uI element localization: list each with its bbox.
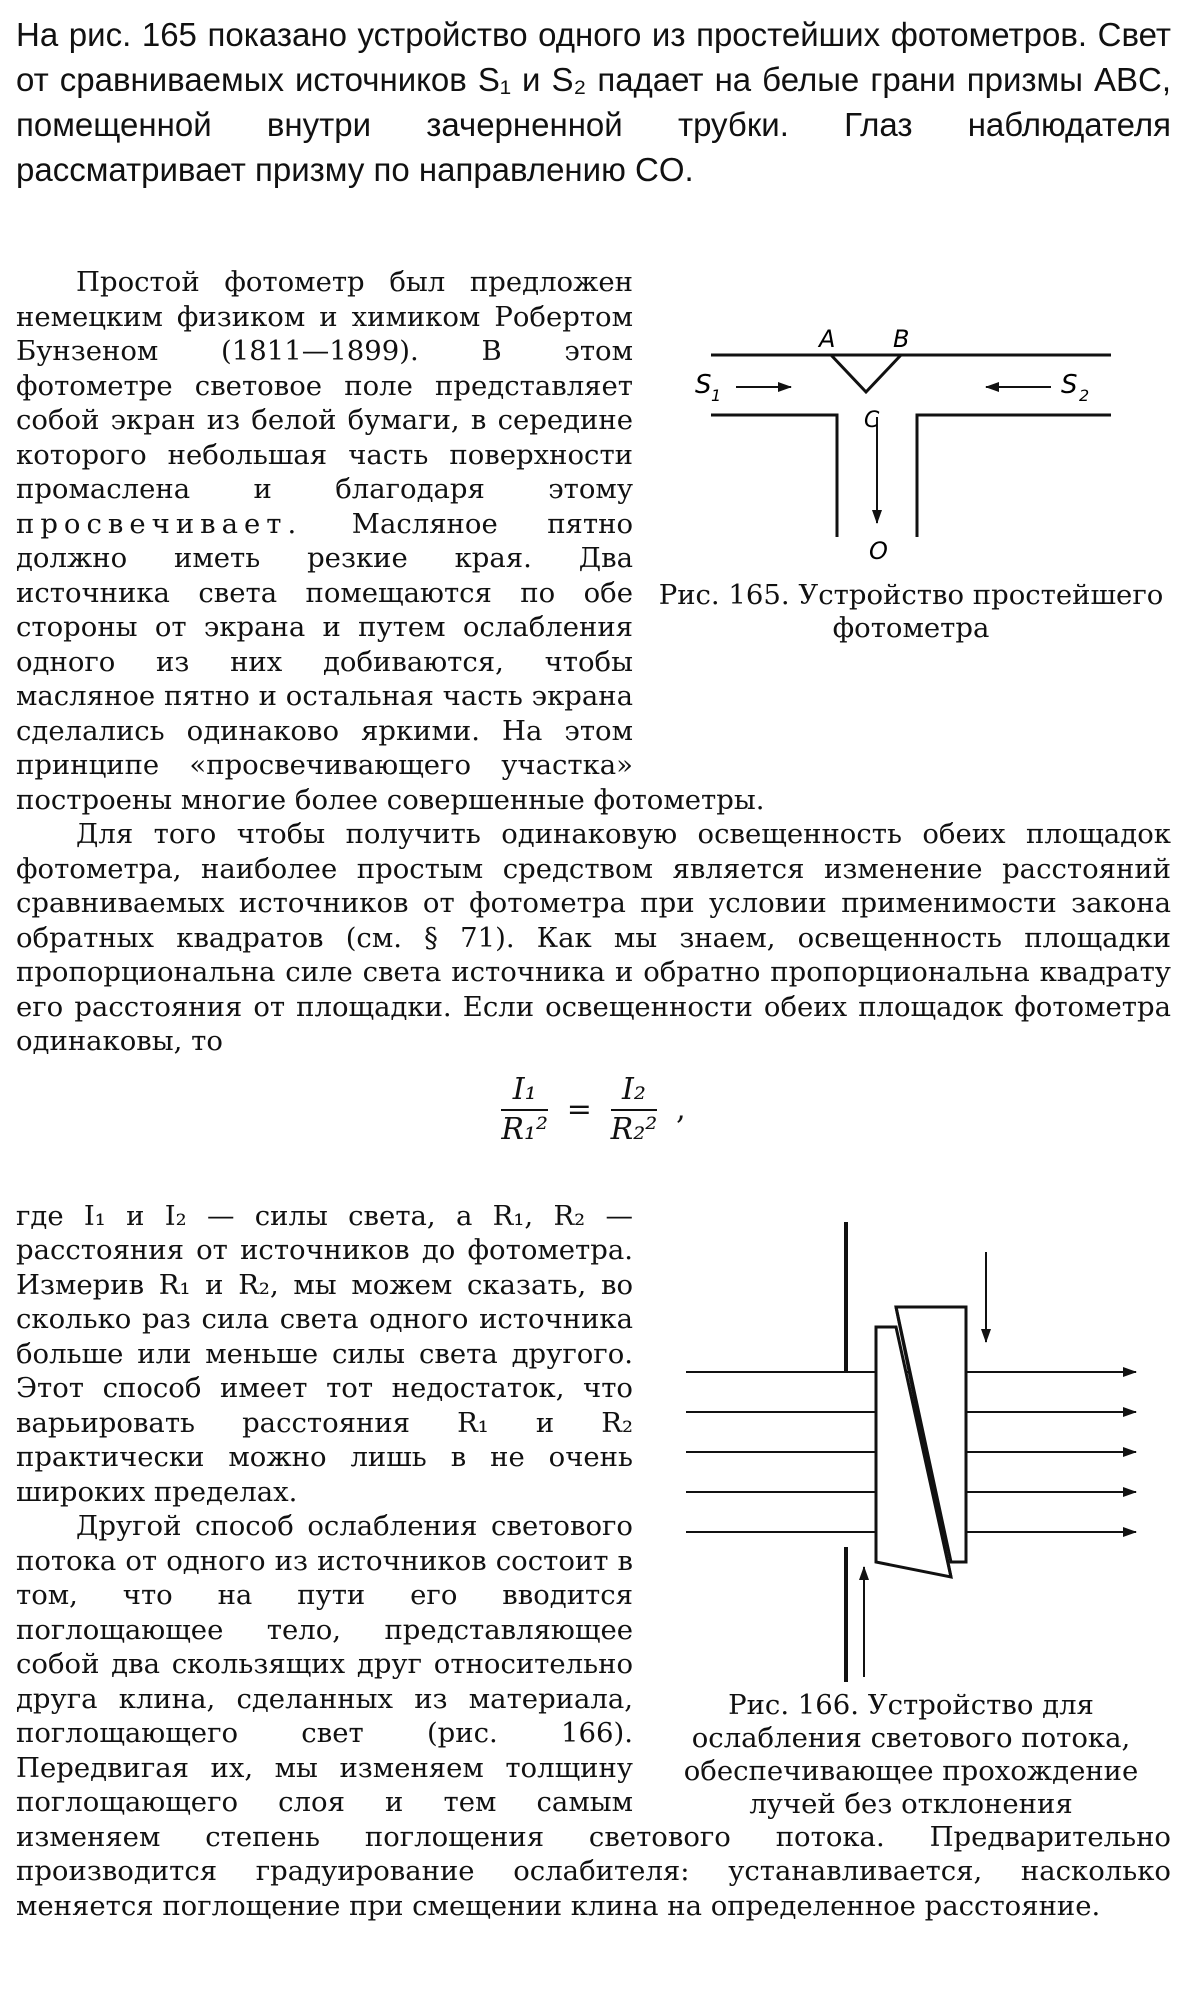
paragraph-1-end: Масляное пятно должно иметь резкие края. Два источника света помещаются по обе стороны от экрана и путем ослабления одного из них добиваются, чтобы масляное пятно и остальная часть экрана сделались одинаково яркими. На этом принципе «просвечивающего участка» построены многие более совершенные фотометры. xyxy=(16,507,765,816)
spaced-word: просвечивает. xyxy=(16,507,303,540)
main-text xyxy=(16,265,1171,1923)
fraction-2-denominator: R₂² xyxy=(610,1112,658,1147)
label-a: A xyxy=(819,327,836,353)
label-s2: S xyxy=(1061,370,1078,400)
figure-165 xyxy=(651,327,1171,759)
label-c: C xyxy=(864,408,880,433)
label-o: O xyxy=(869,537,888,565)
fraction-1 xyxy=(501,1073,548,1148)
photometer-diagram xyxy=(691,327,1131,577)
fraction-1-numerator: I₁ xyxy=(501,1073,548,1112)
paragraph-2: Для того чтобы получить одинаковую освещенность обеих площадок фотометра, наиболее простым средством является изменение расстояний сравниваемых источников от фотометра при условии применимости закона обратных квадратов (см. § 71). Как мы знаем, освещенность площадки пропорциональна силе света источника и обратно пропорциональна квадрату его расстояния от площадки. Если освещенности обеих площадок фотометра одинаковы, то xyxy=(16,818,1171,1057)
paragraph-4: Другой способ ослабления светового потока от одного из источников состоит в том, что на пути его вводится поглощающее тело, представляющее собой два скользящих друг относительно друга клина, сделанных из материала, поглощающего свет (рис. 166). Передвигая их, мы изменяем толщину поглощающего слоя и тем самым изменяем степень поглощения светового потока. Предварительно производится градуирование ослабителя: устанавливается, насколько меняется поглощение при смещении клина на определенное расстояние. xyxy=(16,1510,1171,1922)
intro-block xyxy=(16,12,1171,192)
figure-165-caption: Рис. 165. Устройство простейшего фотометра xyxy=(658,579,1164,644)
fraction-2 xyxy=(611,1073,658,1148)
equals-sign: = xyxy=(566,1091,592,1127)
label-b: B xyxy=(893,327,910,353)
wedge-attenuator-diagram xyxy=(676,1217,1146,1687)
figure-166 xyxy=(651,1217,1171,1820)
formula xyxy=(16,1073,1171,1177)
label-s1-sub: 1 xyxy=(711,386,722,405)
paragraph-3: где I₁ и I₂ — силы света, а R₁, R₂ — расстояния от источников до фотометра. Измерив R₁ и R₂, мы можем сказать, во сколько раз сила света одного источника больше или меньше силы света другого. Этот способ имеет тот недостаток, что варьировать расстояния R₁ и R₂ практически можно лишь в не очень широких пределах. xyxy=(16,1199,633,1508)
fraction-2-numerator: I₂ xyxy=(611,1073,658,1112)
label-s1: S xyxy=(695,370,712,400)
label-s2-sub: 2 xyxy=(1079,386,1090,405)
intro-paragraph: На рис. 165 показано устройство одного из простейших фотометров. Свет от сравниваемых источников S₁ и S₂ падает на белые грани призмы ABC, помещенной внутри зачерненной трубки. Глаз наблюдателя рассматривает призму по направлению CO. xyxy=(16,16,1171,188)
figure-166-caption: Рис. 166. Устройство для ослабления светового потока, обеспечивающее прохождение лучей без отклонения xyxy=(683,1688,1139,1820)
paragraph-1-start: Простой фотометр был предложен немецким физиком и химиком Робертом Бунзеном (1811—1899). В этом фотометре световое поле представляет собой экран из белой бумаги, в середине которого небольшая часть поверхности промаслена и благодаря этому xyxy=(16,266,633,505)
fraction-1-denominator: R₁² xyxy=(501,1112,549,1147)
formula-comma: , xyxy=(676,1091,686,1127)
